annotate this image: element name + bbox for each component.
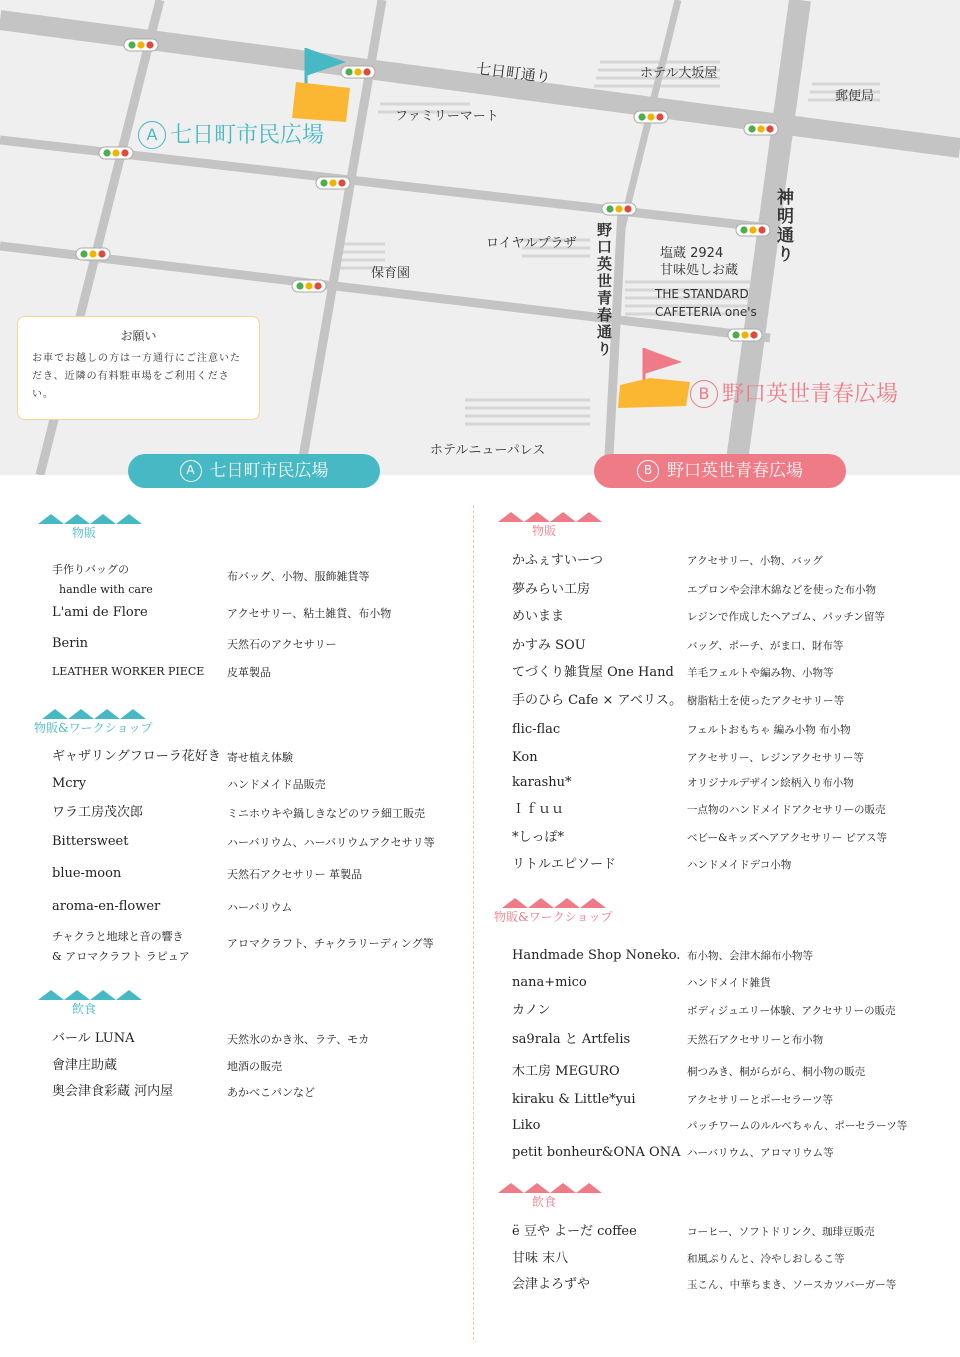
vendor-name: てづくり雑貨屋 One Hand	[512, 665, 674, 680]
vendor-description: 羊毛フェルトや編み物、小物等	[687, 667, 834, 679]
vendor-description: 天然石アクセサリーと布小物	[687, 1034, 824, 1046]
vendor-name: チャクラと地球と音の響き & アロマクラフト ラピュア	[52, 930, 190, 963]
flag-b-icon	[618, 348, 690, 408]
section-heading	[34, 707, 153, 736]
venue-b-header	[594, 454, 846, 488]
landmark-hotel-newpalace: ホテルニューパレス	[430, 443, 546, 458]
section-title: 物販&ワークショップ	[34, 721, 153, 735]
wave-ornament-icon	[498, 510, 602, 522]
vendor-description: 布小物、会津木綿布小物等	[687, 950, 813, 962]
vendor-description: ベビー&キッズヘアアクセサリー ピアス等	[687, 832, 888, 844]
vendor-name: Berin	[52, 636, 88, 651]
vendor-name: sa9rala と Artfelis	[512, 1032, 631, 1047]
section-title: 飲食	[72, 1002, 97, 1016]
vendor-name: flic-flac	[512, 722, 561, 737]
wave-ornament-icon	[498, 1181, 602, 1193]
vendor-name: L'ami de Flore	[52, 605, 148, 620]
landmark-shiokura-1: 塩蔵 2924	[660, 246, 724, 261]
landmark-royal-plaza: ロイヤルプラザ	[486, 236, 577, 251]
vendor-description: 布バッグ、小物、服飾雑貨等	[227, 570, 370, 583]
vendor-description: ボディジュエリー体験、アクセサリーの販売	[687, 1005, 896, 1017]
section-heading	[498, 510, 602, 539]
vendor-name: 木工房 MEGURO	[512, 1064, 620, 1079]
venue-b-header-mark: B	[637, 460, 659, 482]
vendor-description: ミニホウキや鍋しきなどのワラ細工販売	[227, 807, 425, 820]
vendor-description: あかべこパンなど	[227, 1086, 315, 1099]
vendor-description: 天然氷のかき氷、ラテ、モカ	[227, 1033, 370, 1046]
venue-b-map-name: 野口英世青春広場	[722, 382, 899, 407]
venue-b-mark: B	[690, 380, 718, 408]
vendor-name: カノン	[512, 1003, 551, 1018]
venue-a-map-name: 七日町市民広場	[170, 123, 325, 148]
vendor-name: kiraku & Little*yui	[512, 1092, 636, 1107]
vendor-name: 手のひら Cafe × アベリス。	[512, 693, 683, 708]
vendor-description: 樹脂粘土を使ったアクセサリー等	[687, 695, 845, 707]
venue-b-header-title: 野口英世青春広場	[667, 461, 803, 481]
landmark-shiokura-2: 甘味処しお蔵	[660, 263, 739, 278]
column-divider	[473, 505, 474, 1340]
vendor-description: 寄せ植え体験	[227, 751, 293, 764]
vendor-description: 一点物のハンドメイドアクセサリーの販売	[687, 804, 886, 816]
vendor-name: karashu*	[512, 775, 572, 790]
vendor-name: めいまま	[512, 609, 565, 624]
vendor-description: ハンドメイド品販売	[227, 778, 326, 791]
landmark-nursery: 保育園	[371, 266, 411, 281]
vendor-name: Bittersweet	[52, 834, 129, 849]
street-label-nanoka: 七日町通り	[475, 59, 552, 87]
wave-ornament-icon	[42, 707, 146, 719]
vendor-name: かすみ SOU	[512, 638, 586, 653]
vendor-description: アクセサリー、小物、バッグ	[687, 555, 823, 567]
vendor-description: ハーバリウム、ハーバリウムアクセサリ等	[227, 836, 435, 849]
venue-a-header-mark: A	[180, 460, 202, 482]
vendor-description: 玉こん、中華ちまき、ソースカツバーガー等	[687, 1279, 897, 1291]
landmark-familymart: ファミリーマート	[395, 109, 499, 124]
venue-a-header	[128, 454, 380, 488]
vendor-name: ワラ工房茂次郎	[52, 805, 144, 820]
vendor-name: 会津よろずや	[512, 1277, 591, 1292]
vendor-description: ハーバリウム	[227, 901, 293, 914]
vendor-description: バッグ、ポーチ、がま口、財布等	[687, 640, 844, 652]
vendor-name: nana+mico	[512, 975, 587, 990]
landmark-standard-2: CAFETERIA one's	[655, 305, 757, 319]
vendor-name: Ｉｆｕｕ	[512, 802, 565, 817]
vendor-description: 桐つみき、桐がらがら、桐小物の販売	[687, 1066, 866, 1078]
vendor-name: Kon	[512, 750, 538, 765]
vendor-description: 天然石のアクセサリー	[227, 638, 337, 651]
vendor-name: かふぇすいーつ	[512, 553, 604, 568]
vendor-name: 會津庄助蔵	[52, 1058, 118, 1073]
vendor-description: 皮革製品	[227, 666, 271, 679]
vendor-description: コーヒー、ソフトドリンク、珈琲豆販売	[687, 1226, 875, 1238]
vendor-name: LEATHER WORKER PIECE	[52, 665, 205, 678]
section-heading	[38, 988, 142, 1017]
street-label-noguchi: 野口英世青春通り	[595, 222, 613, 358]
vendor-description: エプロンや会津木綿などを使った布小物	[687, 584, 876, 596]
vendor-name: aroma-en-flower	[52, 899, 161, 914]
notice-title: お願い	[120, 329, 157, 343]
vendor-description: レジンで作成したヘアゴム、パッチン留等	[687, 611, 885, 623]
vendor-name: 夢みらい工房	[512, 582, 591, 597]
vendor-description: ハンドメイドデコ小物	[687, 859, 792, 871]
venue-a-map-label	[138, 118, 324, 149]
section-title: 物販&ワークショップ	[494, 910, 613, 924]
vendor-description: ハンドメイド雑貨	[687, 977, 771, 989]
vendor-description: 和風ぷりんと、冷やしおしるこ等	[687, 1253, 845, 1265]
vendor-description: フェルトおもちゃ 編み小物 布小物	[687, 724, 851, 736]
vendor-description: オリジナルデザイン絵柄入り布小物	[687, 777, 854, 789]
vendor-description: アクセサリー、粘土雑貨、布小物	[227, 607, 392, 620]
vendor-name: ё 豆や よーだ coffee	[512, 1224, 637, 1239]
section-heading	[38, 512, 142, 541]
vendor-name: ギャザリングフローラ花好き	[52, 749, 221, 764]
section-title: 物販	[72, 526, 97, 540]
vendor-name: リトルエピソード	[512, 857, 617, 872]
section-title: 飲食	[532, 1195, 557, 1209]
street-label-shinmei: 神明通り	[773, 188, 793, 264]
vendor-description: 地酒の販売	[227, 1060, 282, 1073]
venue-b-map-label	[690, 377, 898, 408]
vendor-name: Liko	[512, 1118, 541, 1133]
vendor-name: Handmade Shop Noneko.	[512, 948, 681, 963]
venue-a-header-title: 七日町市民広場	[209, 461, 329, 481]
vendor-description: アクセサリー、レジンアクセサリー等	[687, 752, 864, 764]
section-heading	[494, 896, 613, 925]
vendor-description: 天然石アクセサリー 革製品	[227, 868, 363, 881]
vendor-name: *しっぽ*	[512, 830, 565, 845]
vendor-name: Mcry	[52, 776, 87, 791]
vendor-name: 甘味 末八	[512, 1251, 569, 1266]
notice-body: お車でお越しの方は一方通行にご注意いただき、近隣の有料駐車場をご利用ください。	[32, 353, 241, 400]
vendor-description: アクセサリーとポーセラーツ等	[687, 1094, 834, 1106]
wave-ornament-icon	[38, 988, 142, 1000]
wave-ornament-icon	[38, 512, 142, 524]
vendor-description: パッチワームのルルべちゃん、ポーセラーツ等	[687, 1120, 908, 1132]
landmark-standard-1: THE STANDARD	[655, 287, 749, 301]
landmark-post-office: 郵便局	[835, 89, 875, 104]
vendor-name: バール LUNA	[52, 1031, 135, 1046]
section-title: 物販	[532, 524, 557, 538]
landmark-hotel-osakaya: ホテル大坂屋	[640, 66, 718, 81]
vendor-description: アロマクラフト、チャクラリーディング等	[227, 937, 434, 950]
parking-notice	[17, 316, 260, 420]
vendor-name: 奥会津食彩蔵 河内屋	[52, 1084, 174, 1099]
venue-a-mark: A	[138, 121, 166, 149]
area-map	[0, 0, 960, 475]
vendor-name: blue-moon	[52, 866, 122, 881]
vendor-name: 手作りバッグの handle with care	[52, 563, 153, 596]
wave-ornament-icon	[502, 896, 606, 908]
vendor-name: petit bonheur&ONA ONA	[512, 1145, 681, 1160]
section-heading	[498, 1181, 602, 1210]
vendor-description: ハーバリウム、アロマリウム等	[687, 1147, 834, 1159]
